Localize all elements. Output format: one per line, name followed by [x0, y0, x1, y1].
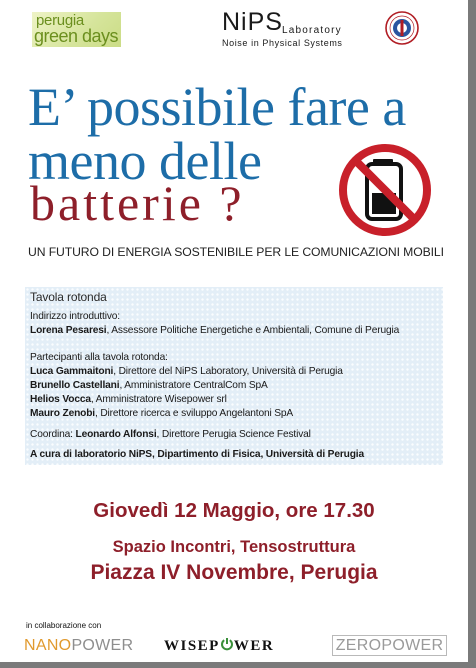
panel-heading: Tavola rotonda: [30, 290, 107, 304]
participant-row: [30, 366, 343, 378]
participant-role: , Amministratore CentralCom SpA: [119, 380, 268, 391]
participant-role: , Amministratore Wisepower srl: [90, 394, 227, 405]
nips-logo: [222, 8, 382, 50]
organizer-line: [30, 449, 364, 461]
round-table-panel: [25, 287, 443, 465]
organizer: A cura di laboratorio NiPS, Dipartimento di Fisica, Università di Perugia: [30, 449, 364, 460]
nips-lab: Laboratory: [282, 25, 342, 36]
coordinator-line: [30, 429, 311, 441]
power-symbol-icon: [220, 637, 234, 651]
participant-role: , Direttore ricerca e sviluppo Angelantoni SpA: [94, 408, 294, 419]
coordinator-name: Leonardo Alfonsi: [75, 429, 157, 440]
wisepower-logo: [164, 637, 274, 655]
subtitle: UN FUTURO DI ENERGIA SOSTENIBILE PER LE COMUNICAZIONI MOBILI: [28, 245, 444, 259]
seal-icon: [385, 11, 419, 45]
participant-name: Brunello Castellani: [30, 380, 120, 391]
green-days-line1: perugia: [36, 12, 84, 29]
nips-full-name: Noise in Physical Systems: [222, 38, 343, 48]
collaboration-label: in collaborazione con: [26, 621, 102, 630]
title-line-2: meno delle: [28, 131, 262, 191]
participant-row: [30, 408, 293, 420]
nanopower-logo: [24, 637, 133, 655]
title-line-1: E’ possibile fare a: [28, 77, 406, 137]
wisepower-part-1: WISEP: [164, 638, 220, 654]
intro-line: [30, 325, 399, 337]
participant-role: , Direttore del NiPS Laboratory, Università di Perugia: [113, 366, 343, 377]
coordinator-role: , Direttore Perugia Science Festival: [156, 429, 311, 440]
intro-label: Indirizzo introduttivo:: [30, 311, 120, 322]
zeropower-logo: ZEROPOWER: [332, 635, 447, 656]
green-days-line2: green days: [34, 26, 119, 46]
title-line-3: batterie ?: [30, 175, 245, 231]
event-date-time: Giovedì 12 Maggio, ore 17.30: [93, 499, 375, 522]
participant-name: Helios Vocca: [30, 394, 91, 405]
participant-name: Mauro Zenobi: [30, 408, 95, 419]
participant-name: Luca Gammaitoni: [30, 366, 114, 377]
nanopower-part-1: NANO: [24, 637, 72, 654]
nanopower-part-2: POWER: [71, 637, 134, 654]
participants-label: Partecipanti alla tavola rotonda:: [30, 352, 168, 363]
event-venue: Spazio Incontri, Tensostruttura: [112, 538, 356, 556]
wisepower-part-2: WER: [233, 638, 275, 654]
nips-name: NiPS: [222, 8, 283, 36]
participant-row: [30, 394, 227, 406]
intro-name: Lorena Pesaresi: [30, 325, 107, 336]
no-battery-icon: [337, 142, 433, 238]
perugia-green-days-logo: [32, 12, 121, 47]
participant-row: [30, 380, 268, 392]
event-place: Piazza IV Novembre, Perugia: [90, 561, 378, 584]
coordinator-label: Coordina:: [30, 429, 76, 440]
intro-role: , Assessore Politiche Energetiche e Ambientali, Comune di Perugia: [106, 325, 400, 336]
